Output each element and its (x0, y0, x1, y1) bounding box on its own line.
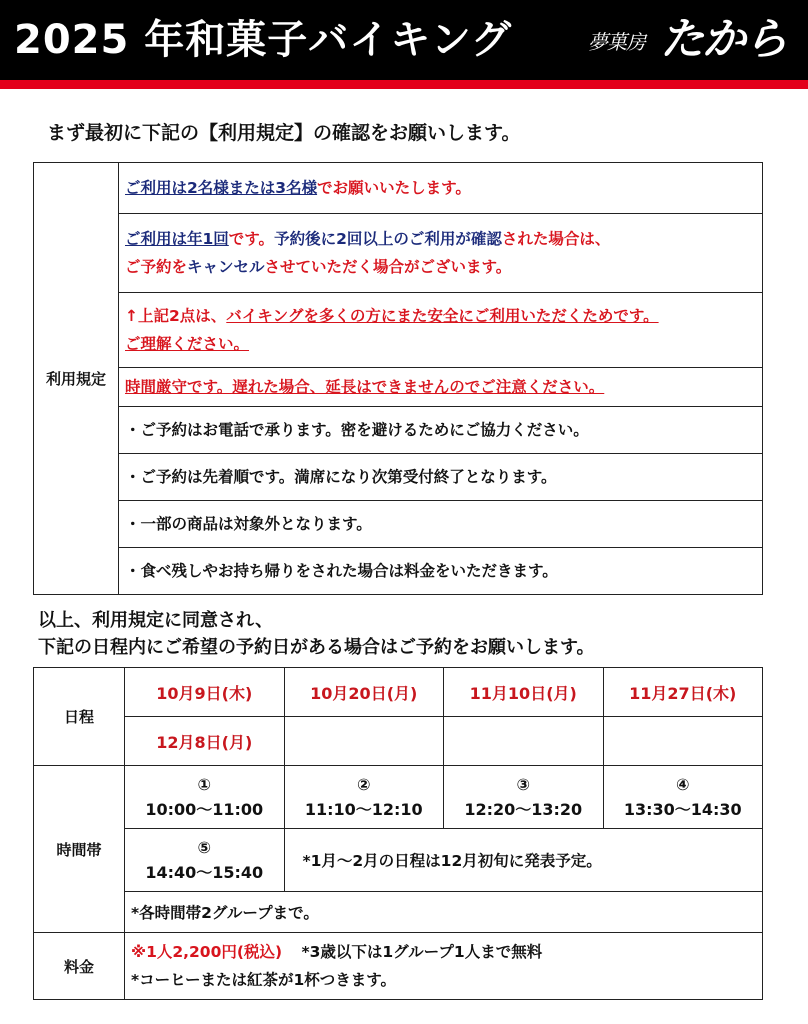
date-cell-empty (284, 717, 444, 766)
agreement-text: 以上、利用規定に同意され、 下記の日程内にご希望の予約日がある場合はご予約をお願いします。 (38, 610, 595, 658)
header-red-stripe (0, 80, 808, 89)
page-title: 2025 年和菓子バイキング (14, 17, 513, 63)
time-slot: ② 11:10～12:10 (284, 766, 444, 829)
price-cell (125, 933, 763, 1000)
date-cell-empty (603, 717, 763, 766)
rule-reason-note: ↑上記2点は、バイキングを多くの方にまた安全にご利用いただくためです。 ご理解ください。 (119, 293, 763, 368)
shop-logo-small: 夢菓房 (588, 30, 645, 54)
time-slot: ④ 13:30～14:30 (603, 766, 763, 829)
group-limit-note: *各時間帯2グループまで。 (125, 892, 763, 933)
drink-note: *コーヒーまたは紅茶が1杯つきます。 (131, 971, 397, 989)
rule-first-come: ・ご予約は先着順です。満席になり次第受付終了となります。 (119, 454, 763, 501)
child-free-note: *3歳以下は1グループ1人まで無料 (301, 943, 543, 961)
times-label: 時間帯 (34, 766, 125, 933)
jan-feb-note: *1月～2月の日程は12月初旬に発表予定。 (284, 829, 763, 892)
rule-phone-reservation: ・ご予約はお電話で承ります。密を避けるためにご協力ください。 (119, 407, 763, 454)
rule-excluded-items: ・一部の商品は対象外となります。 (119, 501, 763, 548)
date-cell: 11月10日(月) (444, 668, 604, 717)
rules-table (33, 162, 763, 595)
price-value: ※1人2,200円(税込) (131, 943, 283, 961)
date-cell: 12月8日(月) (125, 717, 285, 766)
rule-party-size: ご利用は2名様または3名様でお願いいたします。 (119, 163, 763, 214)
rules-label: 利用規定 (34, 163, 119, 595)
date-cell: 10月9日(木) (125, 668, 285, 717)
rule-leftover-fee: ・食べ残しやお持ち帰りをされた場合は料金をいただきます。 (119, 548, 763, 595)
price-label: 料金 (34, 933, 125, 1000)
rule-once-per-year: ご利用は年1回です。予約後に2回以上のご利用が確認された場合は、 ご予約をキャンセルさせていただく場合がございます。 (119, 214, 763, 293)
time-slot: ③ 12:20～13:20 (444, 766, 604, 829)
time-slot: ⑤ 14:40～15:40 (125, 829, 285, 892)
rule-punctuality: 時間厳守です。遅れた場合、延長はできませんのでご注意ください。 (119, 368, 763, 407)
intro-text: まず最初に下記の【利用規定】の確認をお願いします。 (47, 122, 521, 144)
date-cell: 10月20日(月) (284, 668, 444, 717)
schedule-table (33, 667, 763, 1000)
shop-logo-main: たから (660, 14, 786, 65)
date-cell: 11月27日(木) (603, 668, 763, 717)
header-banner (0, 0, 808, 80)
time-slot: ① 10:00～11:00 (125, 766, 285, 829)
date-cell-empty (444, 717, 604, 766)
dates-label: 日程 (34, 668, 125, 766)
